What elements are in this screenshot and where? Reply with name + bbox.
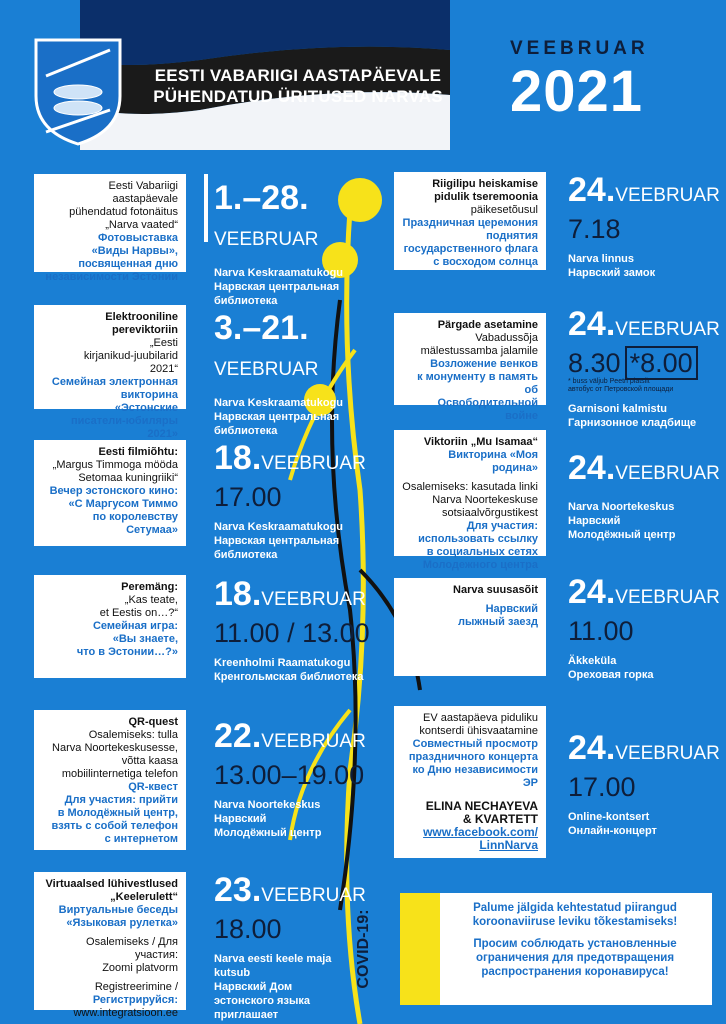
- event-day-number: 24.: [568, 449, 616, 487]
- event-text-line: Eesti Vabariigi aastapäevale: [108, 180, 178, 205]
- event-place-line: Kreenholmi Raamatukogu: [214, 657, 351, 669]
- event-month: VEEBRUAR: [615, 463, 720, 484]
- event-place: [214, 266, 343, 308]
- event-month: VEEBRUAR: [261, 589, 366, 610]
- event-place-line: Narva Keskraamatukogu: [214, 267, 344, 279]
- performer-name: & KVARTETT: [462, 812, 538, 826]
- event-month: VEEBRUAR: [214, 359, 319, 380]
- event-month: VEEBRUAR: [261, 731, 366, 752]
- event-time: [568, 348, 720, 378]
- event-place: [214, 798, 366, 840]
- event-place-line: Нарвский: [214, 813, 267, 825]
- event-text-line: «С Маргусом Тиммо: [68, 498, 178, 510]
- event-place-line: Ореховая горка: [568, 669, 654, 681]
- event-card-flag-ceremony: [394, 172, 546, 270]
- event-date-family-game: [214, 576, 370, 684]
- event-text-line: Setomaa kuningriiki“: [78, 472, 178, 484]
- event-text-line: Молодежного центра: [422, 559, 538, 571]
- event-date-flag-ceremony: [568, 172, 720, 280]
- event-text-line: Праздничная церемония: [402, 217, 538, 229]
- event-text-line: Virtuaalsed lühivestlused: [45, 878, 178, 890]
- event-text-line: „Eesti: [149, 337, 178, 349]
- event-day-number: 24.: [568, 171, 616, 209]
- event-text-line: Zoomi platvorm: [102, 962, 178, 974]
- event-place-line: Нарвская центральная: [214, 281, 340, 293]
- event-text-line: Osalemiseks / Для участия:: [86, 936, 178, 961]
- header-year: 2021: [510, 59, 644, 124]
- event-text-line: Eesti filmiõhtu:: [98, 446, 178, 458]
- event-text-line: Фотовыставка: [98, 232, 178, 244]
- event-card-ski-race: [394, 578, 546, 676]
- event-month: VEEBRUAR: [615, 587, 720, 608]
- event-card-photo-exhibition: [34, 174, 186, 283]
- event-day: [568, 730, 720, 772]
- event-date-photo-exhibition: [214, 180, 343, 308]
- event-place-line: Онлайн-концерт: [568, 825, 657, 837]
- event-date-my-homeland-quiz: [568, 450, 720, 542]
- event-place-line: Narva Keskraamatukogu: [214, 521, 344, 533]
- bus-note: * buss väljub Peetri platsilt: [568, 378, 650, 385]
- event-place: [214, 396, 343, 438]
- event-month: VEEBRUAR: [261, 885, 366, 906]
- event-place-line: Narva Noortekeskus: [214, 799, 321, 811]
- event-text-line: Viktoriin „Mu Isamaa“: [423, 436, 538, 448]
- covid-text: [446, 901, 704, 979]
- event-place: [568, 654, 720, 682]
- event-place-line: Narva Keskraamatukogu: [214, 397, 344, 409]
- event-text-line: с восходом солнца: [433, 256, 538, 268]
- event-text-line: „Margus Timmoga mööda: [52, 459, 178, 471]
- event-date-wreath-laying: [568, 306, 720, 430]
- event-text-line: päikesetõusul: [470, 204, 538, 216]
- event-place-line: Garnisoni kalmistu: [568, 403, 668, 415]
- event-text-line: Сетумаа»: [126, 524, 178, 536]
- event-text-line: «Виды Нарвы»,: [91, 245, 178, 257]
- event-time: [568, 616, 720, 646]
- event-place-line: Нарвский Дом: [214, 981, 293, 993]
- bus-note: автобус от Петровской площади: [568, 386, 674, 393]
- event-text-line: к монументу в память об: [417, 371, 538, 396]
- event-text-line: ко Дню независимости ЭР: [412, 764, 538, 789]
- covid-label: COVID-19:: [355, 909, 372, 989]
- event-text-line: в Молодёжный центр,: [57, 807, 178, 819]
- event-text-line: Викторина «Моя родина»: [448, 449, 538, 474]
- event-text-line: взять с собой телефон: [51, 820, 178, 832]
- event-text-line: Для участия:: [466, 520, 538, 532]
- divider: [204, 174, 208, 242]
- event-day: [214, 872, 366, 914]
- event-day-number: 24.: [568, 573, 616, 611]
- performer-name: ELINA NECHAYEVA: [425, 799, 538, 813]
- event-place-line: Молодёжный центр: [214, 827, 322, 839]
- event-place: [568, 252, 720, 280]
- event-day: [214, 440, 366, 482]
- event-text-line: что в Эстонии…?»: [76, 646, 178, 658]
- event-place-line: Кренгольмская библиотека: [214, 671, 364, 683]
- event-text-line: 2021“: [149, 363, 178, 375]
- event-day: [568, 574, 720, 616]
- event-place: [568, 402, 720, 430]
- event-day-number: 18.: [214, 575, 262, 613]
- event-date-language-roulette: [214, 872, 366, 1022]
- event-text-line: kontserdi ühisvaatamine: [419, 725, 538, 737]
- event-day: [214, 576, 370, 618]
- event-text-line: kirjanikud-juubilarid: [83, 350, 178, 362]
- event-place: [214, 952, 366, 1022]
- event-time-value: 17.00: [214, 482, 282, 512]
- event-text-line: mobiilinternetiga telefon: [61, 768, 178, 780]
- event-text-line: „Keelerulett“: [110, 891, 178, 903]
- event-time-value: 18.00: [214, 914, 282, 944]
- event-place-line: Нарвская центральная: [214, 535, 340, 547]
- event-place-line: приглашает: [214, 1009, 279, 1021]
- event-date-family-quiz: [214, 310, 343, 438]
- event-day-number: 3.–21.: [214, 309, 309, 347]
- event-text-line: Elektrooniline pereviktoriin: [105, 311, 178, 336]
- event-date-qr-quest: [214, 718, 366, 840]
- event-text-line: „Narva vaated“: [105, 219, 178, 231]
- event-place-line: Нарвский: [568, 515, 621, 527]
- event-place-line: Narva eesti keele maja: [214, 953, 332, 965]
- event-text-line: Osalemiseks: kasutada linki: [402, 481, 538, 493]
- event-text-line: Riigilipu heiskamise: [432, 178, 538, 190]
- event-day-number: 24.: [568, 729, 616, 767]
- event-day-number: 23.: [214, 871, 262, 909]
- event-card-family-game: [34, 575, 186, 678]
- event-text-line: Нарвский: [485, 603, 538, 615]
- event-place-line: библиотека: [214, 295, 278, 307]
- event-time: [214, 618, 370, 648]
- event-time-value: 13.00–19.00: [214, 760, 365, 790]
- event-place-line: Narva Noortekeskus: [568, 501, 675, 513]
- event-text-line: Освободительной войне: [437, 397, 538, 422]
- event-time-value: 17.00: [568, 772, 636, 802]
- event-date-ski-race: [568, 574, 720, 682]
- event-time: [568, 772, 720, 802]
- event-place-line: эстонского языка: [214, 995, 310, 1007]
- event-card-film-evening: [34, 440, 186, 546]
- event-day: [214, 180, 343, 258]
- event-text-line: QR-quest: [128, 716, 178, 728]
- event-day: [568, 450, 720, 492]
- page-title: EESTI VABARIIGI AASTAPÄEVALE PÜHENDATUD ÜRITUSED NARVAS: [153, 66, 443, 106]
- event-text-line: викторина: [120, 389, 178, 401]
- event-place-line: библиотека: [214, 549, 278, 561]
- event-text-line: независимости Эстонии: [45, 271, 178, 283]
- event-text-line: поднятия: [486, 230, 538, 242]
- event-text-line: Registreerimine /: [94, 981, 178, 993]
- event-text-line: в социальных сетях: [426, 546, 538, 558]
- event-place: [568, 500, 720, 542]
- event-card-concert: [394, 706, 546, 858]
- event-text-line: mälestussamba jalamile: [420, 345, 538, 357]
- event-text-line: sotsiaalvõrgustikest: [442, 507, 538, 519]
- event-place: [568, 810, 720, 838]
- facebook-link[interactable]: LinnNarva: [479, 838, 538, 852]
- event-text-line: Narva suusasõit: [453, 584, 538, 596]
- covid-notice: [355, 893, 712, 1005]
- event-text-line: www.integratsioon.ee: [73, 1007, 178, 1019]
- event-time: [568, 214, 720, 244]
- event-month: VEEBRUAR: [261, 453, 366, 474]
- event-text-line: Osalemiseks: tulla: [88, 729, 178, 741]
- covid-label-tab: [355, 893, 440, 1005]
- event-time-bus: *8.00: [625, 346, 698, 380]
- event-place-line: Молодёжный центр: [568, 529, 676, 541]
- event-day-number: 18.: [214, 439, 262, 477]
- event-text-line: Для участия: прийти: [64, 794, 178, 806]
- event-text-line: Peremäng:: [121, 581, 178, 593]
- event-place: [214, 656, 370, 684]
- event-place-line: kutsub: [214, 967, 251, 979]
- event-text-line: Pärgade asetamine: [437, 319, 538, 331]
- event-date-concert: [568, 730, 720, 838]
- event-text-line: EV aastapäeva piduliku: [423, 712, 538, 724]
- event-day-number: 24.: [568, 305, 616, 343]
- header-month: VEEBRUAR: [510, 38, 649, 59]
- event-text-line: «Эстонские: [114, 402, 178, 414]
- event-text-line: праздничного концерта: [408, 751, 538, 763]
- event-text-line: писатели-юбиляры 2021»: [70, 415, 178, 440]
- event-time-value: 11.00 / 13.00: [214, 618, 370, 648]
- event-text-line: QR-квест: [128, 781, 178, 793]
- event-text-line: Виртуальные беседы: [58, 904, 178, 916]
- event-text-line: государственного флага: [403, 243, 538, 255]
- event-text-line: использовать ссылку: [418, 533, 538, 545]
- event-time-value: 8.30: [568, 348, 621, 378]
- event-text-line: et Eestis on…?“: [99, 607, 178, 619]
- event-text-line: Совместный просмотр: [412, 738, 538, 750]
- event-place: [214, 520, 366, 562]
- facebook-link[interactable]: www.facebook.com/: [423, 825, 538, 839]
- event-date-film-evening: [214, 440, 366, 562]
- event-text-line: «Вы знаете,: [112, 633, 178, 645]
- event-day: [214, 310, 343, 388]
- event-text-line: Регистрируйся:: [92, 994, 178, 1006]
- event-day: [214, 718, 366, 760]
- event-day-number: 1.–28.: [214, 179, 309, 217]
- event-card-wreath-laying: [394, 313, 546, 422]
- event-text-line: по королевству: [92, 511, 178, 523]
- event-text-line: посвященная дню: [78, 258, 178, 270]
- event-month: VEEBRUAR: [615, 319, 720, 340]
- event-text-line: Narva Noortekeskusesse,: [52, 742, 178, 754]
- event-time: [214, 760, 366, 790]
- event-card-my-homeland-quiz: [394, 430, 546, 571]
- event-text-line: pühendatud fotonäitus: [69, 206, 178, 218]
- event-text-line: Возложение венков: [430, 358, 538, 370]
- event-place-line: Narva linnus: [568, 253, 635, 265]
- covid-text-ru: Просим соблюдать установленные ограничения для предотвращения распространения коронавируса!: [473, 938, 677, 978]
- event-month: VEEBRUAR: [615, 743, 720, 764]
- event-card-qr-quest: [34, 710, 186, 850]
- event-place-line: Online-kontsert: [568, 811, 650, 823]
- event-text-line: «Языковая рулетка»: [66, 917, 178, 929]
- event-text-line: Vabadussõja: [475, 332, 538, 344]
- event-day: [568, 306, 720, 348]
- event-time: [214, 482, 366, 512]
- event-text-line: лыжный заезд: [457, 616, 538, 628]
- event-place-line: Гарнизонное кладбище: [568, 417, 697, 429]
- event-month: VEEBRUAR: [615, 185, 720, 206]
- event-card-family-quiz: [34, 305, 186, 440]
- event-day: [568, 172, 720, 214]
- event-card-language-roulette: [34, 872, 186, 1019]
- event-month: VEEBRUAR: [214, 229, 319, 250]
- event-place-line: Нарвский замок: [568, 267, 656, 279]
- event-day-number: 22.: [214, 717, 262, 755]
- narva-coat-of-arms-icon: [32, 36, 124, 148]
- event-place-line: Нарвская центральная: [214, 411, 340, 423]
- event-text-line: Narva Noortekeskuse: [432, 494, 538, 506]
- covid-text-et: Palume jälgida kehtestatud piirangud koroonaviiruse leviku tõkestamiseks!: [472, 902, 678, 928]
- event-time: [214, 914, 366, 944]
- event-text-line: „Kas teate,: [124, 594, 178, 606]
- event-text-line: võtta kaasa: [121, 755, 178, 767]
- event-text-line: Вечер эстонского кино:: [49, 485, 178, 497]
- event-place-line: Äkkeküla: [568, 655, 617, 667]
- event-place-line: библиотека: [214, 425, 278, 437]
- event-time-value: 11.00: [568, 616, 634, 646]
- event-text-line: Семейная игра:: [92, 620, 178, 632]
- event-text-line: Семейная электронная: [51, 376, 178, 388]
- event-text-line: с интернетом: [104, 833, 178, 845]
- event-time-value: 7.18: [568, 214, 621, 244]
- event-text-line: pidulik tseremoonia: [434, 191, 538, 203]
